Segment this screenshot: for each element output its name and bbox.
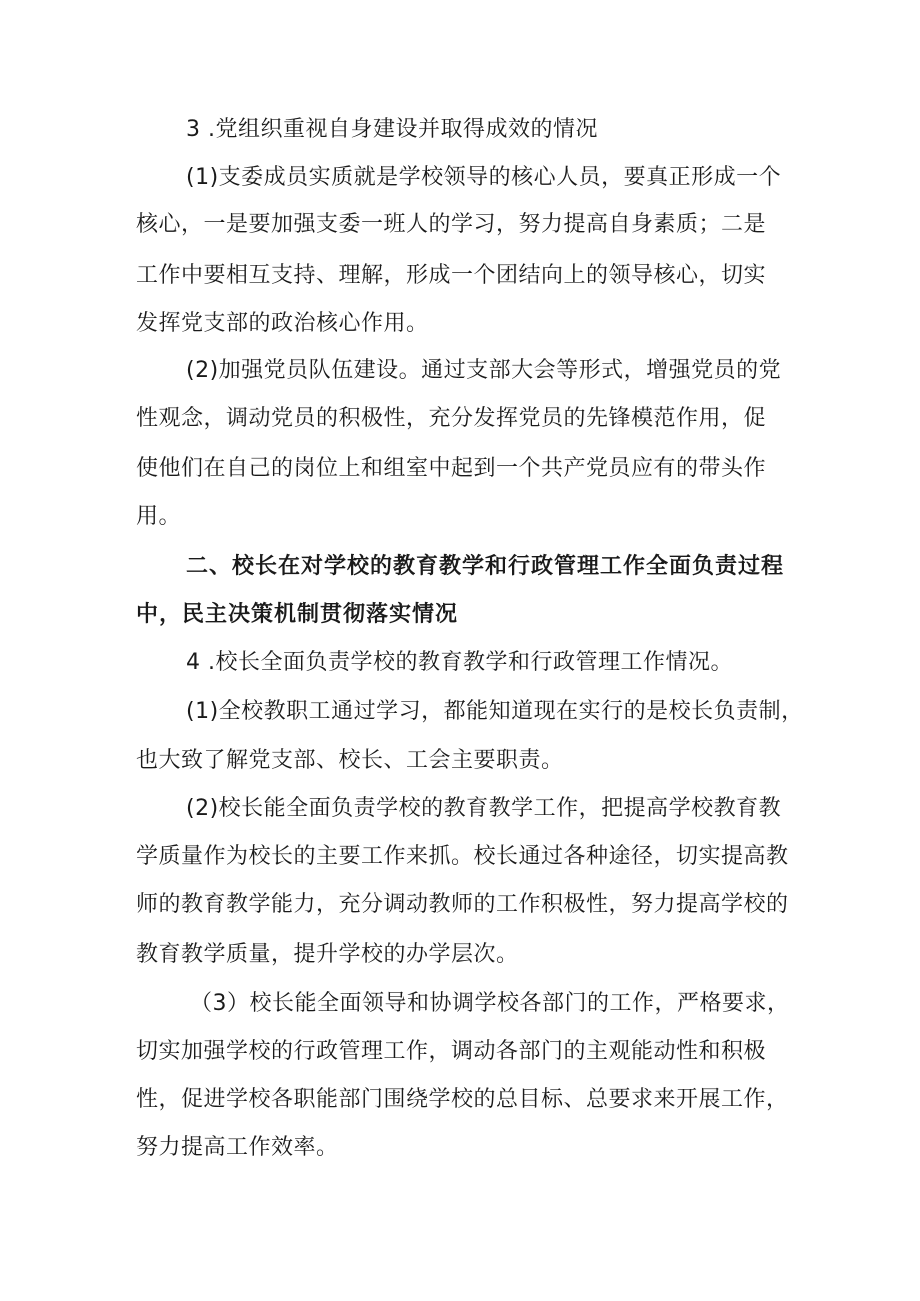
paragraph-line: 核心，一是要加强支委一班人的学习，努力提高自身素质；二是 [136, 212, 767, 237]
paragraph-line: 发挥党支部的政治核心作用。 [136, 311, 429, 336]
paragraph-line: 性观念，调动党员的积极性，充分发挥党员的先锋模范作用，促 [136, 406, 767, 431]
paragraph-line: （3）校长能全面领导和协调学校各部门的工作，严格要求， [190, 991, 790, 1016]
section-4-title: 4 .校长全面负责学校的教育教学和行政管理工作情况。 [186, 650, 733, 675]
paragraph-line: 师的教育教学能力，充分调动教师的工作积极性，努力提高学校的 [136, 892, 789, 917]
paragraph-line: 教育教学质量，提升学校的办学层次。 [136, 942, 519, 967]
section-heading: 中，民主决策机制贯彻落实情况 [136, 602, 459, 627]
paragraph-line: (2)校长能全面负责学校的教育教学工作，把提高学校教育教 [186, 796, 782, 821]
section-3-title: 3 .党组织重视自身建设并取得成效的情况 [186, 117, 598, 142]
paragraph-line: 性，促进学校各职能部门围绕学校的总目标、总要求来开展工作， [136, 1087, 789, 1112]
paragraph-line: (1)支委成员实质就是学校领导的核心人员，要真正形成一个 [186, 165, 782, 190]
paragraph-line: 用。 [136, 504, 182, 529]
paragraph-line: 也大致了解党支部、校长、工会主要职责。 [136, 748, 564, 773]
paragraph-line: (1)全校教职工通过学习，都能知道现在实行的是校长负责制， [186, 699, 804, 724]
paragraph-line: (2)加强党员队伍建设。通过支部大会等形式，增强党员的党 [186, 358, 782, 383]
paragraph-line: 学质量作为校长的主要工作来抓。校长通过各种途径，切实提高教 [136, 844, 789, 869]
paragraph-line: 工作中要相互支持、理解，形成一个团结向上的领导核心，切实 [136, 263, 767, 288]
paragraph-line: 使他们在自己的岗位上和组室中起到一个共产党员应有的带头作 [136, 456, 767, 481]
paragraph-line: 切实加强学校的行政管理工作，调动各部门的主观能动性和积极 [136, 1039, 767, 1064]
paragraph-line: 努力提高工作效率。 [136, 1135, 339, 1160]
section-heading: 二、校长在对学校的教育教学和行政管理工作全面负责过程 [186, 554, 785, 579]
